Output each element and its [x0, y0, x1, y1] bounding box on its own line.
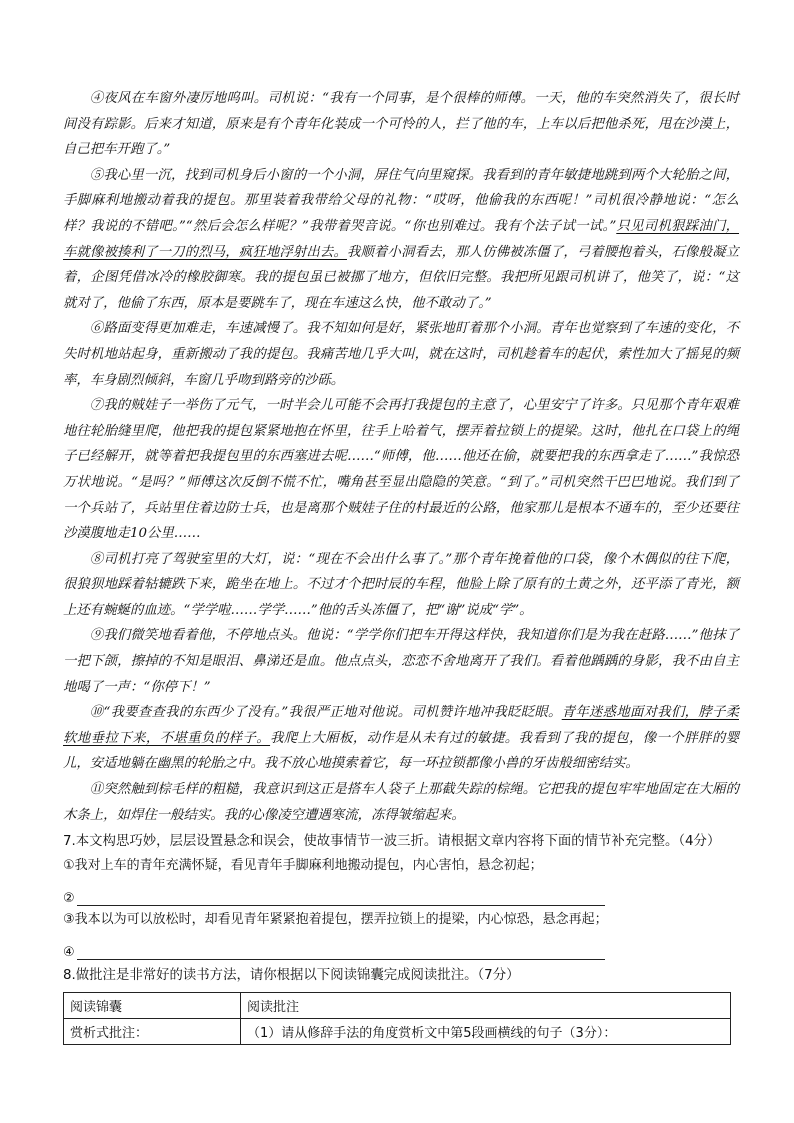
paragraph-text: ⑦我的贼娃子一举伤了元气，一时半会儿可能不会再打我提包的主意了，心里安宁了许多。只见那个青年艰难地往轮胎缝里爬，他把我的提包紧紧地抱在怀里，往手上哈着气，摆弄着拉锁上的提梁。这时，他扎在口袋上的绳子已经解开，就等着把我提包里的东西塞进去呢……“师傅，他……他还在偷，就要把我的东西拿走了……”我惊恐万状地说。“是吗？”师傅这次反倒不慌不忙，嘴角甚至显出隐隐的笑意。“到了。”司机突然干巴巴地说。我们到了一个兵站了，兵站里住着边防士兵，也是离那个贼娃子住的村最近的公路，他家那儿是根本不通车的，至少还要往沙漠腹地走10公里…… [63, 398, 739, 542]
table-header-cell: 阅读批注 [241, 993, 731, 1019]
paragraph-text: ⑧司机打亮了驾驶室里的大灯，说：“现在不会出什么事了。”那个青年挽着他的口袋，像个木偶似的往下爬，很狼狈地踩着轱辘跌下来，跪坐在地上。不过才个把时辰的车程，他脸上除了原有的土黄之外，还平添了青光，额上还有蜿蜒的血迹。“学学啦……学学……”他的舌头冻僵了，把“谢”说成“学”。 [63, 551, 739, 618]
answer-blank-4[interactable] [77, 945, 605, 960]
item-2-label: ② [63, 891, 75, 907]
table-row [64, 1019, 731, 1045]
answer-blank-2[interactable] [77, 891, 605, 906]
paragraph-p10 [63, 700, 739, 777]
question-7-item-4 [63, 932, 739, 960]
underlined-sentence: 青年迷惑地面对我们，脖子柔软地垂拉下来，不堪重负的样子。 [63, 705, 739, 746]
table-header-cell: 阅读锦囊 [64, 993, 241, 1019]
underlined-sentence: 只见司机狠踩油门，车就像被揍利了一刀的烈马，疯狂地浮射出去。 [63, 218, 740, 260]
question-8 [63, 964, 739, 1045]
paragraph-p6 [63, 316, 739, 393]
paragraph-p8 [63, 547, 739, 624]
question-7 [63, 830, 739, 960]
paragraph-p4 [63, 86, 739, 163]
paragraph-text: ⑩“我要查查我的东西少了没有。”我很严正地对他说。司机赞许地冲我眨眨眼。 [89, 705, 562, 721]
question-7-item-1: ①我对上车的青年充满怀疑，看见青年手脚麻利地搬动提包，内心害怕，悬念初起； [63, 858, 543, 874]
paragraph-text: 我顺着小洞看去，那人仿佛被冻僵了，弓着腰抱着头，石像般凝立着，企图凭借冰冷的橡胶御寒。我的提包虽已被挪了地方，但依旧完整。我把所见跟司机讲了，他笑了，说：“这就对了，他偷了东西，原本是要跳车了，现在车速这么快，他不敢动了。” [63, 244, 740, 311]
question-8-prompt: 8.做批注是非常好的读书方法，请你根据以下阅读锦囊完成阅读批注。（7分） [63, 968, 520, 984]
paragraph-text: ④夜风在车窗外凄厉地呜叫。司机说：“我有一个同事，是个很棒的师傅。一天，他的车突然消失了，很长时间没有踪影。后来才知道，原来是有个青年化装成一个可怜的人，拦了他的车，上车以后把他杀死，甩在沙漠上，自己把车开跑了。” [63, 91, 739, 158]
paragraph-text: 我爬上大厢板，动作是从未有过的敏捷。我看到了我的提包，像一个胖胖的婴儿，安适地躺在幽黑的轮胎之中。我不放心地摸索着它，每一环拉锁都像小兽的牙齿般细密结实。 [63, 730, 740, 772]
paragraph-p11 [63, 777, 739, 828]
question-7-item-2 [63, 878, 739, 906]
reading-passage [63, 86, 739, 828]
annotation-table [63, 992, 731, 1045]
paragraph-p9 [63, 623, 739, 700]
paragraph-text: ⑪突然触到棕毛样的粗糙，我意识到这正是搭车人袋子上那截失踪的棕绳。它把我的提包牢牢地固定在大厢的木条上，如焊住一般结实。我的心像凌空遭遇寒流，冻得皱缩起来。 [63, 782, 739, 823]
table-cell: 赏析式批注： [64, 1019, 241, 1045]
paragraph-p5 [63, 163, 739, 317]
item-4-label: ④ [63, 945, 75, 961]
question-7-item-3: ③我本以为可以放松时，却看见青年紧紧抱着提包，摆弄拉锁上的提梁，内心惊恐，悬念再起； [63, 912, 608, 928]
table-cell[interactable]: （1）请从修辞手法的角度赏析文中第5段画横线的句子（3分）： [241, 1019, 731, 1045]
paragraph-p7 [63, 393, 739, 547]
table-header-row [64, 993, 731, 1019]
paragraph-text: ⑥路面变得更加难走，车速减慢了。我不知如何是好，紧张地盯着那个小洞。青年也觉察到了车速的变化，不失时机地站起身，重新搬动了我的提包。我痛苦地几乎大叫，就在这时，司机趁着车的起伏，索性加大了摇晃的频率，车身剧烈倾斜，车窗几乎吻到路旁的沙砾。 [63, 321, 739, 388]
question-7-prompt: 7.本文构思巧妙，层层设置悬念和误会，使故事情节一波三折。请根据文章内容将下面的情节补充完整。（4分） [63, 834, 721, 850]
paragraph-text: ⑨我们微笑地看着他，不停地点头。他说：“学学你们把车开得这样快，我知道你们是为我在赶路……”他抹了一把下颌，擦掉的不知是眼泪、鼻涕还是血。他点点头，恋恋不舍地离开了我们。看着他踽踽的身影，我不由自主地喝了一声：“你停下！” [63, 628, 739, 695]
exam-page [63, 86, 739, 1045]
paragraph-text: ⑤我心里一沉，找到司机身后小窗的一个小洞，屏住气向里窥探。我看到的青年敏捷地跳到两个大轮胎之间，手脚麻利地搬动着我的提包。那里装着我带给父母的礼物：“哎呀，他偷我的东西呢！”司机很冷静地说：“怎么样？我说的不错吧。”“然后会怎么样呢？”我带着哭音说。“你也别难过。我有个法子试一试。” [63, 167, 739, 234]
